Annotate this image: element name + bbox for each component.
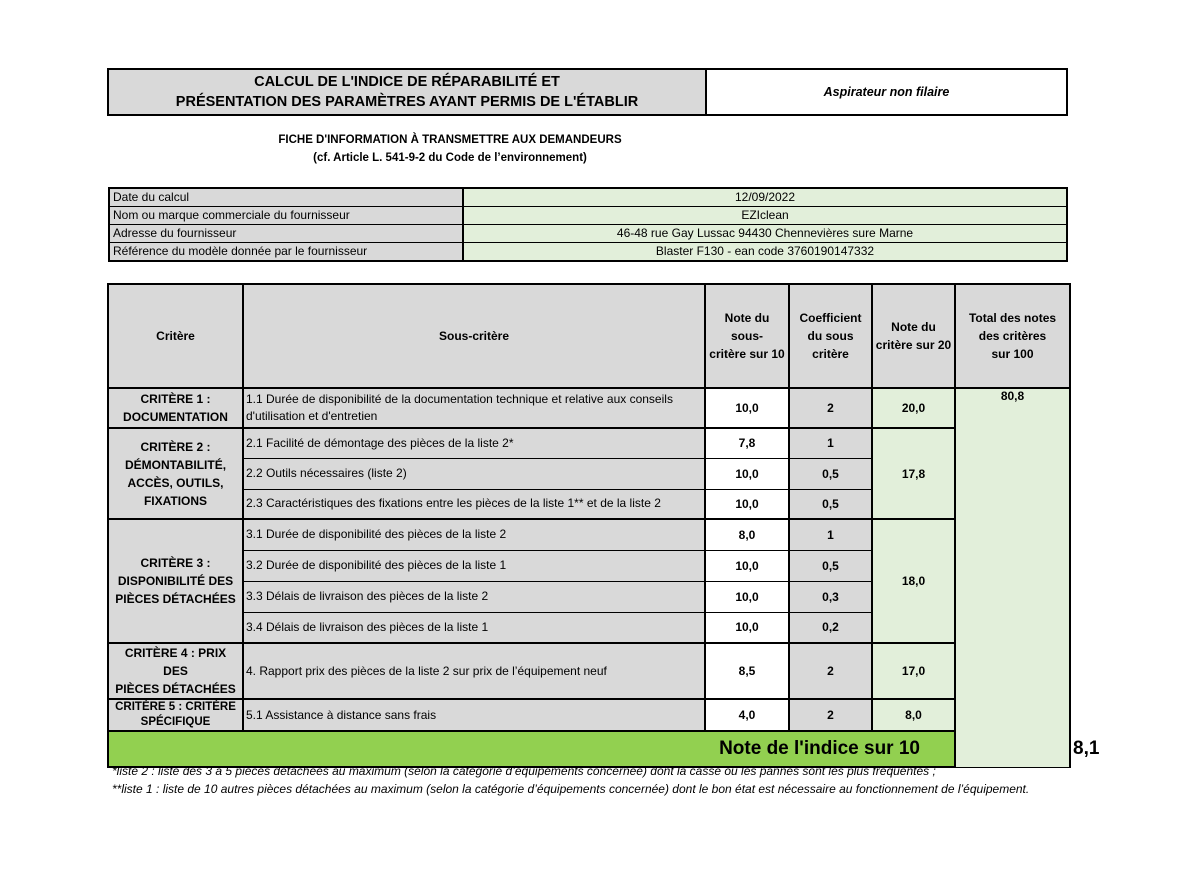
sub-criterion-coefficient: 1 (789, 519, 872, 550)
repairability-table (107, 283, 1100, 768)
sub-criterion-coefficient: 2 (789, 388, 872, 428)
info-label: Nom ou marque commerciale du fournisseur (109, 207, 463, 225)
col-header-total: Total des notes des critères sur 100 (955, 284, 1070, 388)
col-header-coefficient: Coefficient du sous critère (789, 284, 872, 388)
sub-criterion-coefficient: 0,5 (789, 489, 872, 519)
info-value: 12/09/2022 (463, 188, 1067, 207)
table-row (108, 388, 1070, 428)
criterion-name: CRITÈRE 3 : DISPONIBILITÉ DES PIÈCES DÉTACHÉES (108, 519, 243, 643)
sub-criterion-note: 10,0 (705, 458, 789, 489)
final-score-label: Note de l'indice sur 10 (108, 731, 955, 767)
sub-criterion-note: 10,0 (705, 581, 789, 612)
sub-criterion-note: 10,0 (705, 550, 789, 581)
criterion-name: CRITÈRE 2 : DÉMONTABILITÉ, ACCÈS, OUTILS, FIXATIONS (108, 428, 243, 519)
sub-criterion-coefficient: 1 (789, 428, 872, 458)
sub-criterion-label: 2.2 Outils nécessaires (liste 2) (243, 458, 705, 489)
sub-criterion-label: 1.1 Durée de disponibilité de la documentation technique et relative aux conseils d'utilisation et d'entretien (243, 388, 705, 428)
table-row (108, 428, 1070, 458)
info-value: EZIclean (463, 207, 1067, 225)
table-row (108, 643, 1070, 699)
final-score-row: Note de l'indice sur 10 8,1 (108, 731, 1070, 767)
info-label: Référence du modèle donnée par le fournisseur (109, 243, 463, 262)
sub-criterion-coefficient: 0,5 (789, 550, 872, 581)
document-header (107, 68, 1068, 116)
info-row (109, 207, 1067, 225)
sub-criterion-note: 10,0 (705, 612, 789, 643)
footnote-liste-1: **liste 1 : liste de 10 autres pièces détachées au maximum (selon la catégorie d’équipements concernée) dont le bon état est nécessaire au fonctionnement de l’équipement. (112, 782, 1030, 796)
sub-criterion-coefficient: 0,2 (789, 612, 872, 643)
sub-criterion-note: 8,0 (705, 519, 789, 550)
sub-criterion-coefficient: 2 (789, 699, 872, 731)
criterion-note20: 8,0 (872, 699, 955, 731)
info-row (109, 243, 1067, 262)
total-score-100: 80,8 (955, 388, 1070, 767)
header-row (108, 284, 1070, 388)
info-row (109, 188, 1067, 207)
info-row (109, 225, 1067, 243)
col-header-note20: Note du critère sur 20 (872, 284, 955, 388)
sub-criterion-note: 7,8 (705, 428, 789, 458)
col-header-sous-critere: Sous-critère (243, 284, 705, 388)
sub-criterion-label: 4. Rapport prix des pièces de la liste 2 sur prix de l’équipement neuf (243, 643, 705, 699)
table-row (108, 519, 1070, 550)
footnote-liste-2: *liste 2 : liste des 3 à 5 pièces détachées au maximum (selon la catégorie d’équipements concernée) dont la casse ou les pannes sont les plus fréquentes ; (112, 764, 936, 778)
criterion-note20: 18,0 (872, 519, 955, 643)
sub-criterion-label: 3.3 Délais de livraison des pièces de la liste 2 (243, 581, 705, 612)
sub-criterion-label: 2.3 Caractéristiques des fixations entre les pièces de la liste 1** et de la liste 2 (243, 489, 705, 519)
info-label: Date du calcul (109, 188, 463, 207)
sub-criterion-coefficient: 0,3 (789, 581, 872, 612)
title-line-2: PRÉSENTATION DES PARAMÈTRES AYANT PERMIS DE L'ÉTABLIR (175, 94, 639, 110)
col-header-note10: Note du sous- critère sur 10 (705, 284, 789, 388)
sub-criterion-note: 8,5 (705, 643, 789, 699)
sub-criterion-label: 5.1 Assistance à distance sans frais (243, 699, 705, 731)
product-category: Aspirateur non filaire (823, 85, 950, 99)
title-line-1: CALCUL DE L'INDICE DE RÉPARABILITÉ ET (254, 74, 560, 90)
info-label: Adresse du fournisseur (109, 225, 463, 243)
criterion-note20: 20,0 (872, 388, 955, 428)
sub-criterion-coefficient: 2 (789, 643, 872, 699)
sub-criterion-note: 10,0 (705, 489, 789, 519)
criterion-note20: 17,0 (872, 643, 955, 699)
subtitle-line-2: (cf. Article L. 541-9-2 du Code de l’environnement) (313, 152, 587, 164)
document-title (109, 70, 707, 114)
sub-criterion-label: 3.1 Durée de disponibilité des pièces de la liste 2 (243, 519, 705, 550)
criterion-name: CRITÈRE 5 : CRITÈRE SPÉCIFIQUE (108, 699, 243, 731)
sub-criterion-note: 4,0 (705, 699, 789, 731)
info-value: Blaster F130 - ean code 3760190147332 (463, 243, 1067, 262)
col-header-critere: Critère (108, 284, 243, 388)
criterion-name: CRITÈRE 1 : DOCUMENTATION (108, 388, 243, 428)
supplier-info-table (108, 187, 1068, 262)
criterion-note20: 17,8 (872, 428, 955, 519)
sub-criterion-label: 3.4 Délais de livraison des pièces de la liste 1 (243, 612, 705, 643)
info-value: 46-48 rue Gay Lussac 94430 Chennevières sure Marne (463, 225, 1067, 243)
subtitle-line-1: FICHE D'INFORMATION À TRANSMETTRE AUX DEMANDEURS (278, 134, 622, 146)
sub-criterion-label: 3.2 Durée de disponibilité des pièces de la liste 1 (243, 550, 705, 581)
sub-criterion-note: 10,0 (705, 388, 789, 428)
sub-criterion-coefficient: 0,5 (789, 458, 872, 489)
criterion-name: CRITÈRE 4 : PRIX DES PIÈCES DÉTACHÉES (108, 643, 243, 699)
table-row (108, 699, 1070, 731)
sub-criterion-label: 2.1 Facilité de démontage des pièces de la liste 2* (243, 428, 705, 458)
